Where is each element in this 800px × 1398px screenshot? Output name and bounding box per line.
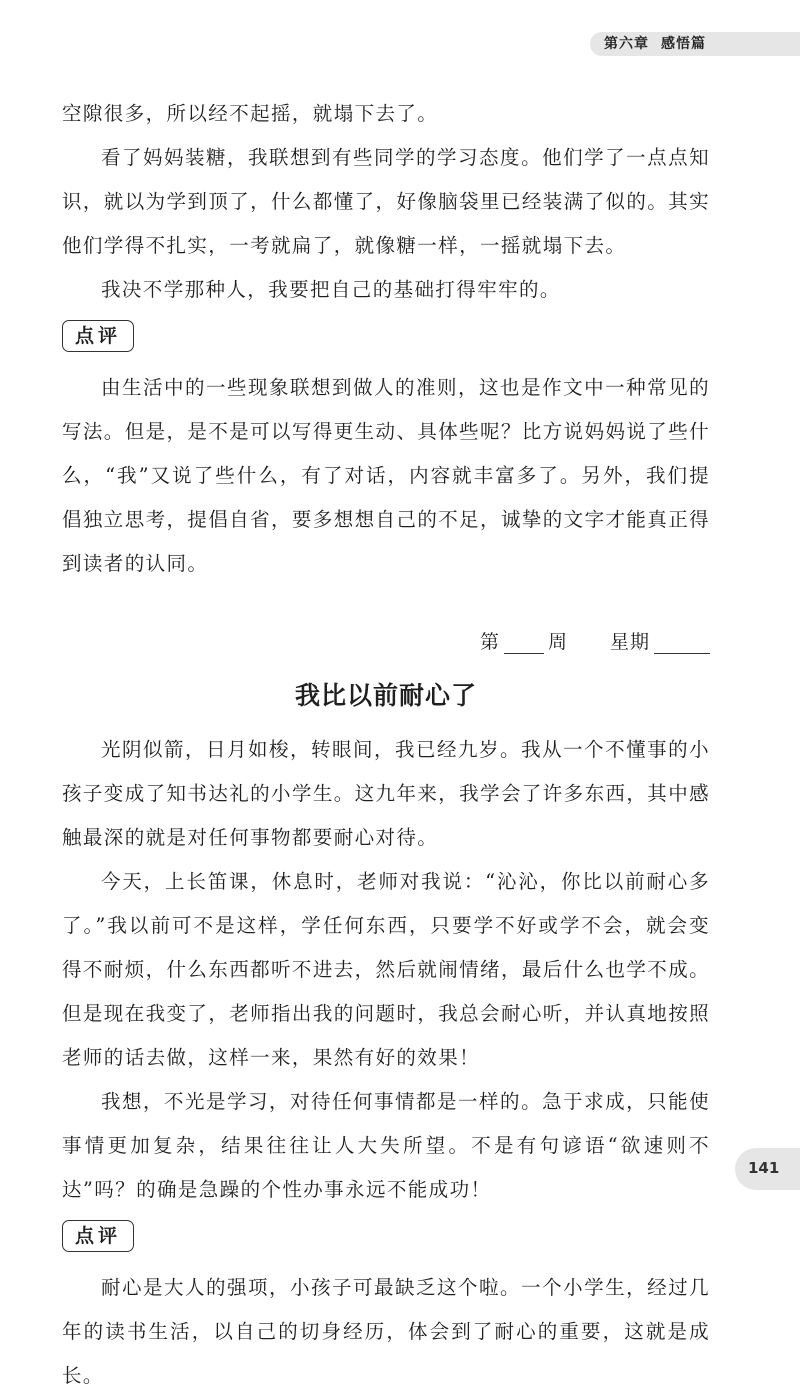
essay1-paragraph: 我决不学那种人，我要把自己的基础打得牢牢的。 [101,278,561,301]
page-content [62,92,710,1398]
essay2-comment: 耐心是大人的强项，小孩子可最缺乏这个啦。一个小学生，经过几年的读书生活，以自己的切身经历，体会到了耐心的重要，这就是成长。 [62,1276,710,1387]
comment-label-box: 点评 [62,320,134,352]
essay2-paragraph: 光阴似箭，日月如梭，转眼间，我已经九岁。我从一个不懂事的小孩子变成了知书达礼的小学生。这九年来，我学会了许多东西，其中感触最深的就是对任何事物都要耐心对待。 [62,738,710,849]
weekday-label: 星期 [609,631,650,653]
week-suffix: 周 [547,631,568,653]
essay2-paragraph: 今天，上长笛课，休息时，老师对我说：“沁沁，你比以前耐心多了。”我以前可不是这样，学任何东西，只要学不好或学不会，就会变得不耐烦，什么东西都听不进去，然后就闹情绪，最后什么也学不成。但是现在我变了，老师指出我的问题时，我总会耐心听，并认真地按照老师的话去做，这样一来，果然有好的效果！ [62,870,710,1069]
week-blank [504,631,544,654]
essay1-paragraph-continued: 空隙很多，所以经不起摇，就塌下去了。 [62,102,439,125]
schedule-line [62,620,710,664]
essay-title: 我比以前耐心了 [294,681,477,710]
essay1-paragraph: 看了妈妈装糖，我联想到有些同学的学习态度。他们学了一点点知识，就以为学到顶了，什么都懂了，好像脑袋里已经装满了似的。其实他们学得不扎实，一考就扁了，就像糖一样，一摇就塌下去。 [62,146,710,257]
comment-label-box: 点评 [62,1220,134,1252]
weekday-blank [654,631,710,654]
page-number: 141 [748,1159,780,1177]
chapter-number: 第六章 [604,36,649,52]
essay1-comment: 由生活中的一些现象联想到做人的准则，这也是作文中一种常见的写法。但是，是不是可以写得更生动、具体些呢？比方说妈妈说了些什么，“我”又说了些什么，有了对话，内容就丰富多了。另外，我们提倡独立思考，提倡自省，要多想想自己的不足，诚挚的文字才能真正得到读者的认同。 [62,376,710,575]
section-title: 感悟篇 [661,36,706,52]
chapter-header [604,33,706,55]
week-prefix: 第 [479,631,500,653]
essay2-paragraph: 我想，不光是学习，对待任何事情都是一样的。急于求成，只能使事情更加复杂，结果往往让人大失所望。不是有句谚语“欲速则不达”吗？的确是急躁的个性办事永远不能成功！ [62,1090,710,1201]
